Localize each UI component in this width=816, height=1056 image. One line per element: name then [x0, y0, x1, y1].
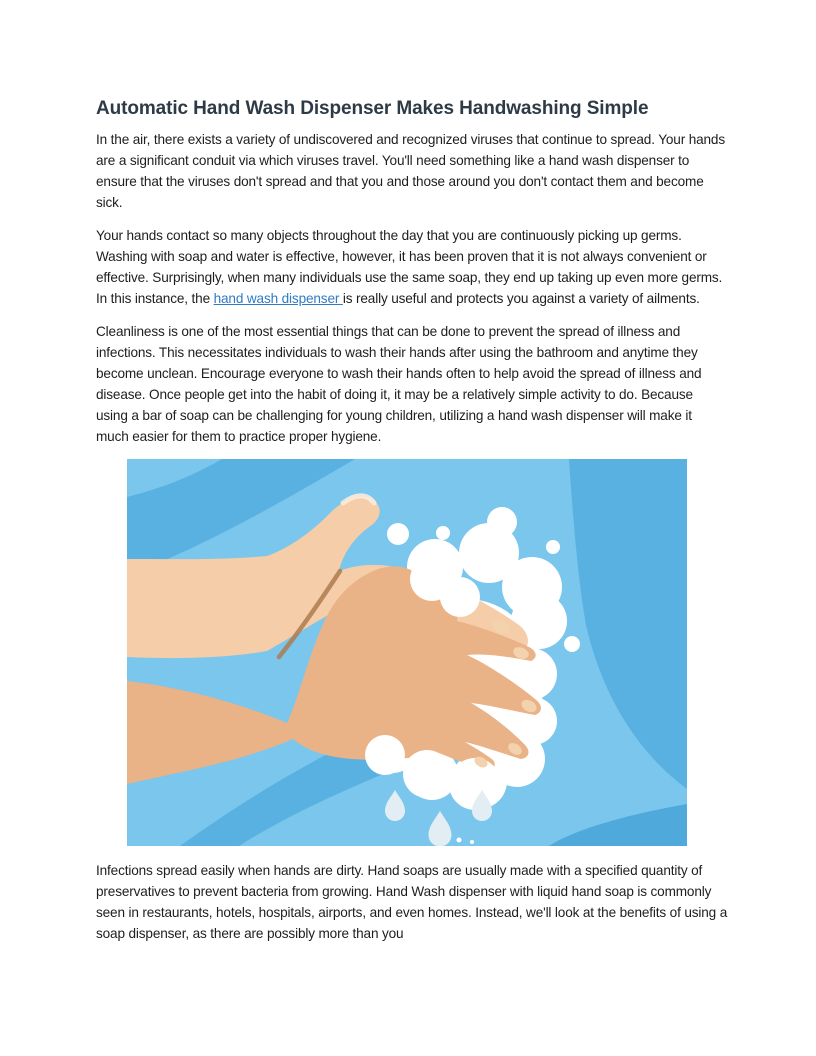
document-content — [96, 97, 728, 956]
paragraph-1: In the air, there exists a variety of undiscovered and recognized viruses that continue to spread. Your hands are a significant conduit via which viruses travel. You'll need something like a hand wash dispenser to ensure that the viruses don't spread and that you and those around you don't contact them and become sick. — [96, 132, 725, 210]
handwashing-illustration — [127, 459, 687, 846]
paragraph-2-text-pre: Your hands contact so many objects throughout the day that you are continuously picking up germs. Washing with soap and water is effective, however, it has been proven that it is not always convenient or effective. Surprisingly, when many individuals use the same soap, they end up taking up even more germs. In this instance, the — [96, 228, 723, 306]
article-title: Automatic Hand Wash Dispenser Makes Handwashing Simple — [96, 98, 649, 119]
paragraph-2 — [96, 225, 728, 309]
paragraph-4: Infections spread easily when hands are dirty. Hand soaps are usually made with a specified quantity of preservatives to prevent bacteria from growing. Hand Wash dispenser with liquid hand soap is commonly seen in restaurants, hotels, hospitals, airports, and even homes. Instead, we'll look at the benefits of using a soap dispenser, as there are possibly more than you — [96, 863, 728, 941]
paragraph-2-text-post: is really useful and protects you against a variety of ailments. — [342, 291, 700, 306]
paragraph-3: Cleanliness is one of the most essential things that can be done to prevent the spread of illness and infections. This necessitates individuals to wash their hands after using the bathroom and anytime they become unclean. Encourage everyone to wash their hands often to help avoid the spread of illness and disease. Once people get into the habit of doing it, it may be a relatively simple activity to do. Because using a bar of soap can be challenging for young children, utilizing a hand wash dispenser will make it much easier for them to practice proper hygiene. — [96, 324, 702, 444]
hand-wash-dispenser-link[interactable]: hand wash dispenser — [213, 291, 343, 306]
handwashing-illustration-svg — [127, 459, 687, 846]
